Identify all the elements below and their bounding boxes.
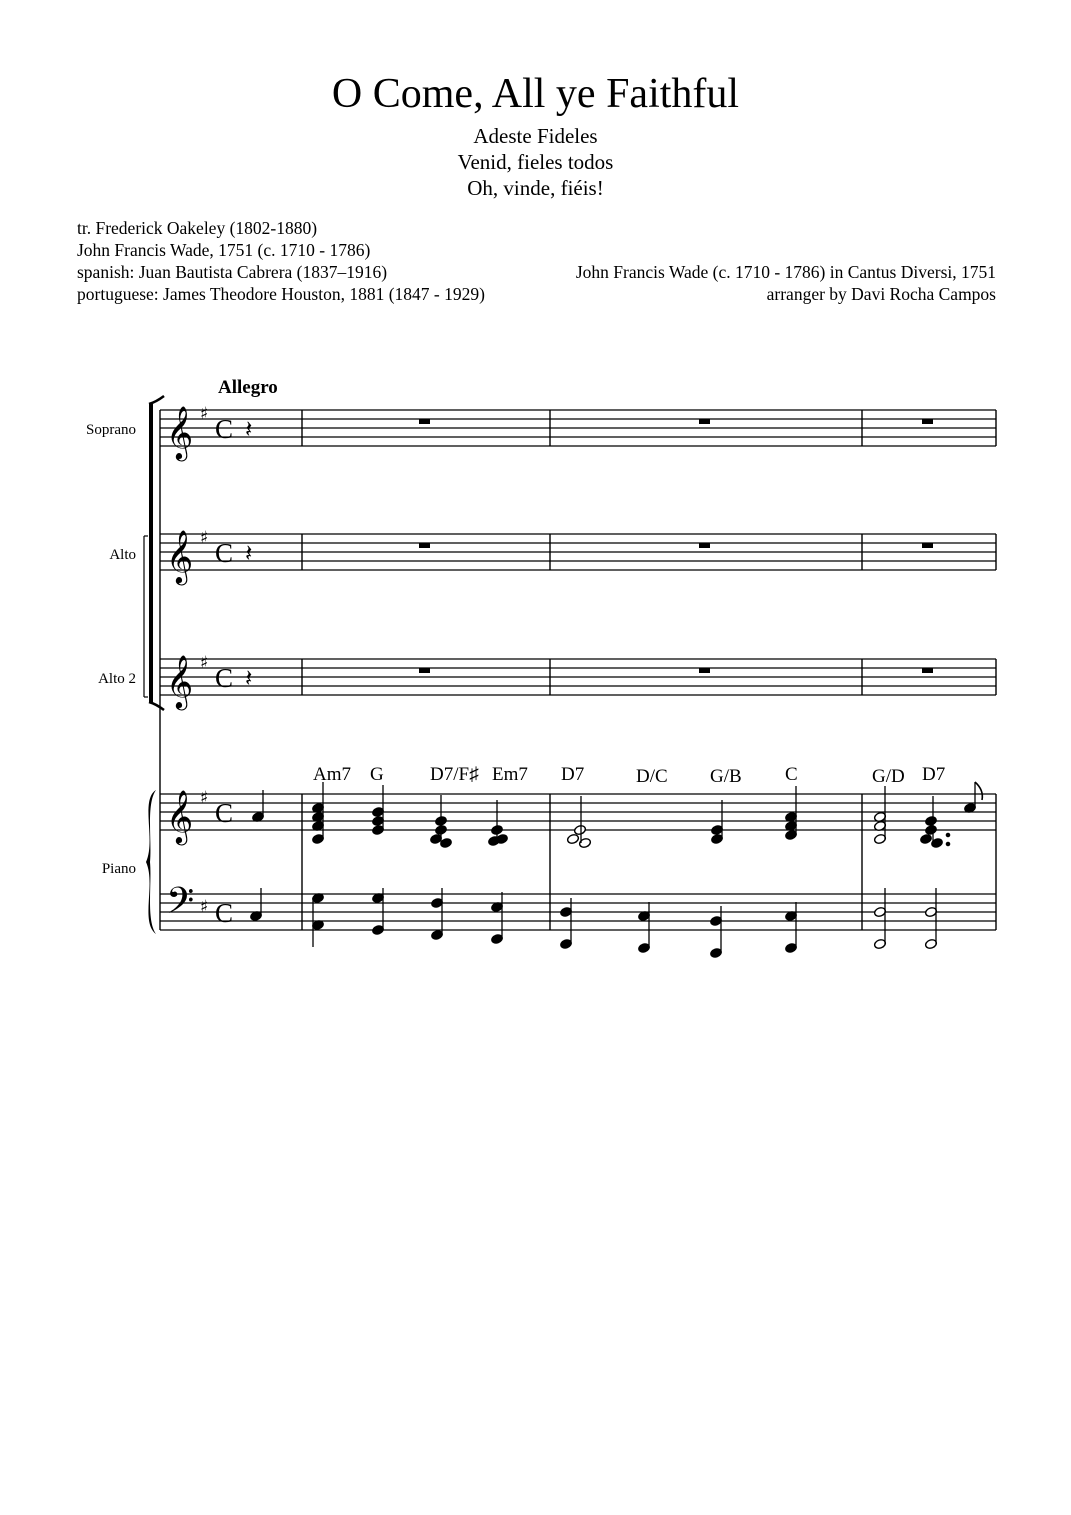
common-time-icon: C <box>215 414 234 444</box>
chord-symbol: D7 <box>922 764 946 785</box>
subtitle-latin: Adeste Fideles <box>473 124 598 148</box>
subtitle-spanish: Venid, fieles todos <box>457 150 614 174</box>
common-time-icon: C <box>215 798 234 828</box>
key-sharp-icon: ♯ <box>200 788 209 808</box>
key-sharp-icon: ♯ <box>200 653 209 673</box>
chord-symbol: G <box>370 764 384 785</box>
treble-clef-icon: 𝄞 <box>166 789 194 843</box>
credit-arranger: arranger by Davi Rocha Campos <box>766 284 996 304</box>
common-time-icon: C <box>215 663 234 693</box>
piano-treble-notes <box>251 782 982 849</box>
chord-symbol: Em7 <box>492 764 528 785</box>
quarter-rest-icon: 𝄽 <box>245 664 253 692</box>
instrument-alto: Alto <box>109 547 136 563</box>
whole-rests <box>419 419 933 673</box>
chord-symbol: D7 <box>561 764 585 785</box>
instrument-alto-2: Alto 2 <box>98 671 136 687</box>
score-title: O Come, All ye Faithful <box>331 71 740 117</box>
chord-symbol: Am7 <box>313 764 351 785</box>
choir-bracket <box>149 396 164 710</box>
quarter-rest-icon: 𝄽 <box>245 539 253 567</box>
credit-spanish: spanish: Juan Bautista Cabrera (1837–1916) <box>77 262 388 282</box>
instrument-piano: Piano <box>101 861 136 877</box>
staff-piano-bass <box>160 894 996 930</box>
chord-symbol: G/D <box>872 766 905 787</box>
treble-clef-icon: 𝄞 <box>166 529 194 583</box>
instrument-soprano: Soprano <box>86 422 136 438</box>
chord-symbol: D7/F♯ <box>430 764 479 785</box>
chord-symbol: D/C <box>636 766 668 787</box>
tempo-marking: Allegro <box>218 377 278 398</box>
treble-clef-icon: 𝄞 <box>166 405 194 459</box>
piano-brace <box>146 790 156 934</box>
treble-clef-icon: 𝄞 <box>166 654 194 708</box>
subtitle-portuguese: Oh, vinde, fiéis! <box>467 176 604 200</box>
chord-symbol: G/B <box>710 766 742 787</box>
credit-composer: John Francis Wade, 1751 (c. 1710 - 1786) <box>77 240 371 260</box>
staff-alto-2 <box>160 659 996 695</box>
common-time-icon: C <box>215 538 234 568</box>
barlines <box>302 410 996 930</box>
piano-bass-notes <box>249 888 937 959</box>
bass-clef-icon: 𝄢 <box>166 880 195 931</box>
key-sharp-icon: ♯ <box>200 897 209 917</box>
quarter-rest-icon: 𝄽 <box>245 415 253 443</box>
credit-translator: tr. Frederick Oakeley (1802-1880) <box>77 218 318 238</box>
staff-alto <box>160 534 996 570</box>
credit-source: John Francis Wade (c. 1710 - 1786) in Cantus Diversi, 1751 <box>575 262 996 282</box>
credit-portuguese: portuguese: James Theodore Houston, 1881 (1847 - 1929) <box>77 284 485 304</box>
key-sharp-icon: ♯ <box>200 404 209 424</box>
common-time-icon: C <box>215 898 234 928</box>
staff-piano-treble <box>160 794 996 830</box>
key-sharp-icon: ♯ <box>200 528 209 548</box>
chord-symbol: C <box>785 764 798 785</box>
staff-soprano <box>160 410 996 446</box>
